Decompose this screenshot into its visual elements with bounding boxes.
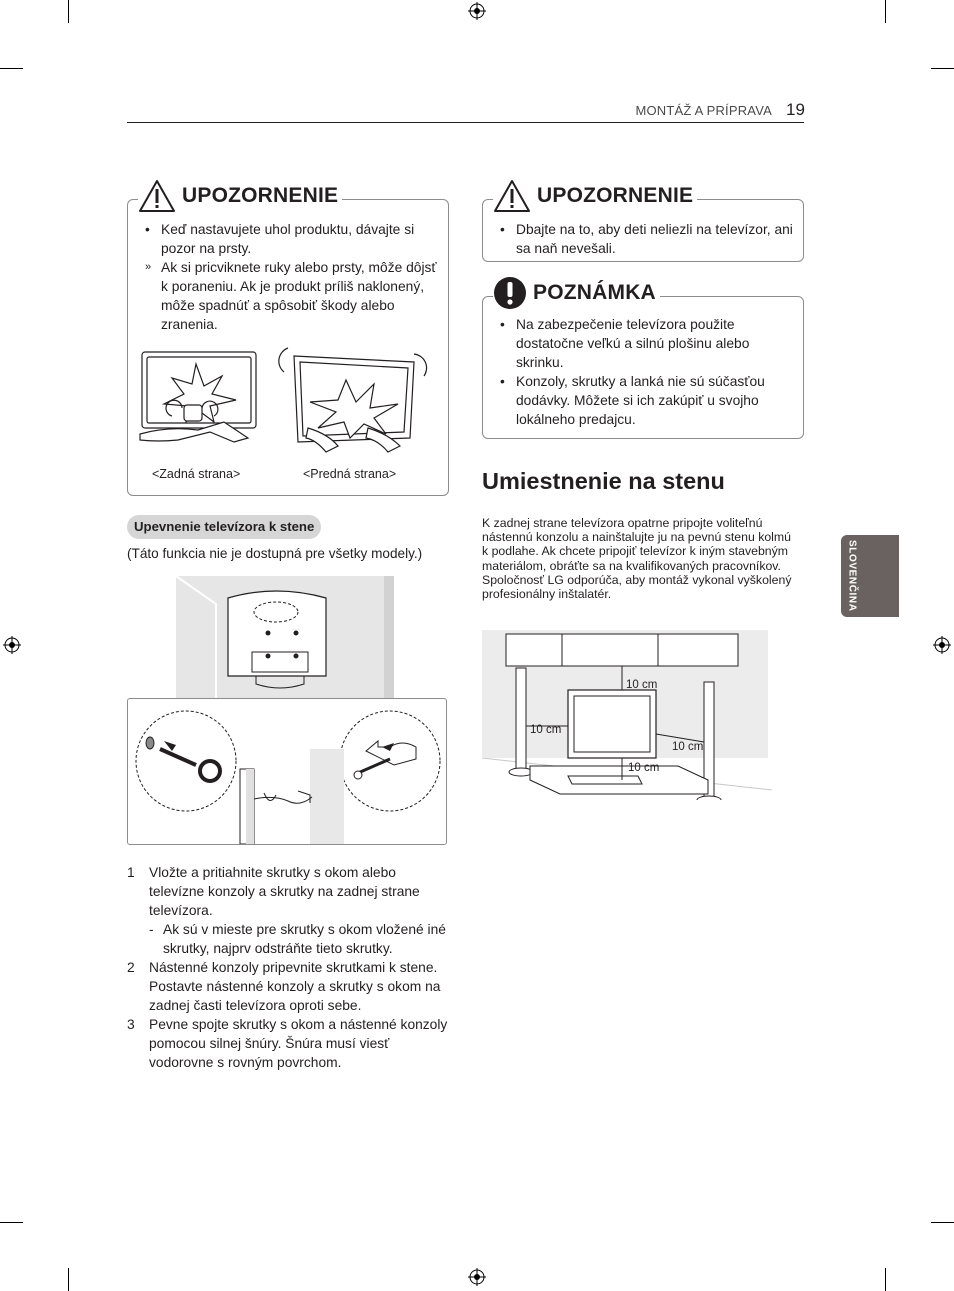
warning-triangle-icon <box>138 179 176 213</box>
step-number: 1 <box>127 865 135 880</box>
tv-front-drawing <box>279 348 427 452</box>
registration-mark <box>468 1268 486 1286</box>
step-number: 3 <box>127 1017 135 1032</box>
caution-text: Ak si pricviknete ruky alebo prsty, môže dôjsť k poraneniu. Ak je produkt príliš naklonený, môže spadnúť a spôsobiť škody alebo zranenia. <box>161 260 437 332</box>
crop-mark <box>0 1222 23 1223</box>
clearance-right-label: 10 cm <box>672 741 704 753</box>
crop-mark <box>68 1268 69 1291</box>
caution-title-right: UPOZORNENIE <box>537 184 694 207</box>
step-subitem: - Ak sú v mieste pre skrutky s okom vložené iné skrutky, najprv odstráňte tieto skrutky. <box>149 922 446 956</box>
caution-header-right <box>493 176 697 216</box>
caution-item <box>141 220 441 258</box>
step-text: Vložte a pritiahnite skrutky s okom alebo televízne konzoly a skrutky na zadnej strane televízora. <box>149 865 420 918</box>
registration-mark <box>3 636 21 654</box>
clearance-top-label: 10 cm <box>626 679 658 691</box>
note-item <box>496 315 786 372</box>
warning-triangle-icon <box>493 179 531 213</box>
header-rule <box>127 122 804 123</box>
step-number: 2 <box>127 960 135 975</box>
crop-mark <box>931 1222 954 1223</box>
step-text: Pevne spojte skrutky s okom a nástenné konzoly pomocou silnej šnúry. Šnúra musí viesť vodorovne s rovným povrchom. <box>149 1017 448 1070</box>
crop-mark <box>0 68 23 69</box>
caption-front: <Predná strana> <box>303 467 397 481</box>
caution-list-right-wrap <box>496 220 796 258</box>
note-box <box>482 296 804 439</box>
clearance-bottom-label: 10 cm <box>628 762 660 774</box>
wall-mount-paragraph-2: Spoločnosť LG odporúča, aby montáž vykonal vyškolený profesionálny inštalatér. <box>482 572 792 602</box>
step-item <box>127 863 452 958</box>
note-text: Konzoly, skrutky a lanká nie sú súčasťou dodávky. Môžete si ich zakúpiť u svojho lokálneho predajcu. <box>516 374 765 427</box>
wall-mount-heading: Umiestnenie na stenu <box>482 468 725 494</box>
tilt-warning-illustration <box>138 342 438 460</box>
caution-text: Dbajte na to, aby deti neliezli na televízor, ani sa naň nevešali. <box>516 222 793 256</box>
bullet: » <box>145 261 152 273</box>
step-item <box>127 1015 452 1072</box>
crop-mark <box>885 1268 886 1291</box>
tv-wall-back-illustration <box>176 576 394 698</box>
registration-mark <box>468 2 486 20</box>
caution-item <box>496 220 796 258</box>
crop-mark <box>931 68 954 69</box>
bullet: • <box>500 374 505 389</box>
step-text: Nástenné konzoly pripevnite skrutkami k stene. Postavte nástenné konzoly a skrutky s okom na zadnej časti televízora oproti sebe. <box>149 960 441 1013</box>
steps-list <box>127 863 452 1072</box>
step-subtext: Ak sú v mieste pre skrutky s okom vložené iné skrutky, najprv odstráňte tieto skrutky. <box>163 922 446 956</box>
wall-mount-paragraph <box>482 516 800 601</box>
exclamation-icon <box>493 276 527 310</box>
crop-mark <box>885 0 886 23</box>
bullet: • <box>500 317 505 332</box>
registration-mark <box>933 636 951 654</box>
bullet: • <box>500 222 505 237</box>
running-header: MONTÁŽ A PRÍPRAVA <box>635 103 772 118</box>
caution-item <box>141 258 441 334</box>
note-title: POZNÁMKA <box>533 281 656 304</box>
mounting-hardware-panel <box>127 698 447 845</box>
caption-back: <Zadná strana> <box>152 467 241 481</box>
language-tab-label-wrap <box>841 535 863 617</box>
clearance-left-label: 10 cm <box>530 724 562 736</box>
note-list-wrap <box>496 315 786 429</box>
caution-box-left <box>127 199 449 496</box>
availability-note: (Táto funkcia nie je dostupná pre všetky modely.) <box>127 546 423 561</box>
caution-list-left-wrap <box>141 220 441 334</box>
note-text: Na zabezpečenie televízora použite dostatočne veľkú a silnú plošinu alebo skrinku. <box>516 317 750 370</box>
wall-clearance-illustration <box>482 630 772 800</box>
eyebolt-bracket-illustration <box>128 699 446 844</box>
bullet: • <box>145 222 150 237</box>
caution-title-left: UPOZORNENIE <box>182 184 339 207</box>
wall-mount-paragraph-1: K zadnej strane televízora opatrne pripojte voliteľnú nástennú konzolu a nainštalujte ju na pevnú stenu kolmú k podlahe. Ak chcete pripojiť televízor k iným stavebným materiálom, obráťte sa na kvalifikovaných pracovníkov. <box>482 516 792 573</box>
language-tab-label: SLOVENČINA <box>846 540 858 612</box>
caution-text: Keď nastavujete uhol produktu, dávajte si pozor na prsty. <box>161 222 415 256</box>
securing-heading: Upevnenie televízora k stene <box>127 515 321 539</box>
caution-header-left <box>138 176 342 216</box>
tv-back-drawing <box>140 352 256 442</box>
step-item <box>127 958 452 1015</box>
crop-mark <box>68 0 69 23</box>
page-number: 19 <box>786 100 805 119</box>
note-header <box>493 275 660 311</box>
note-item <box>496 372 786 429</box>
